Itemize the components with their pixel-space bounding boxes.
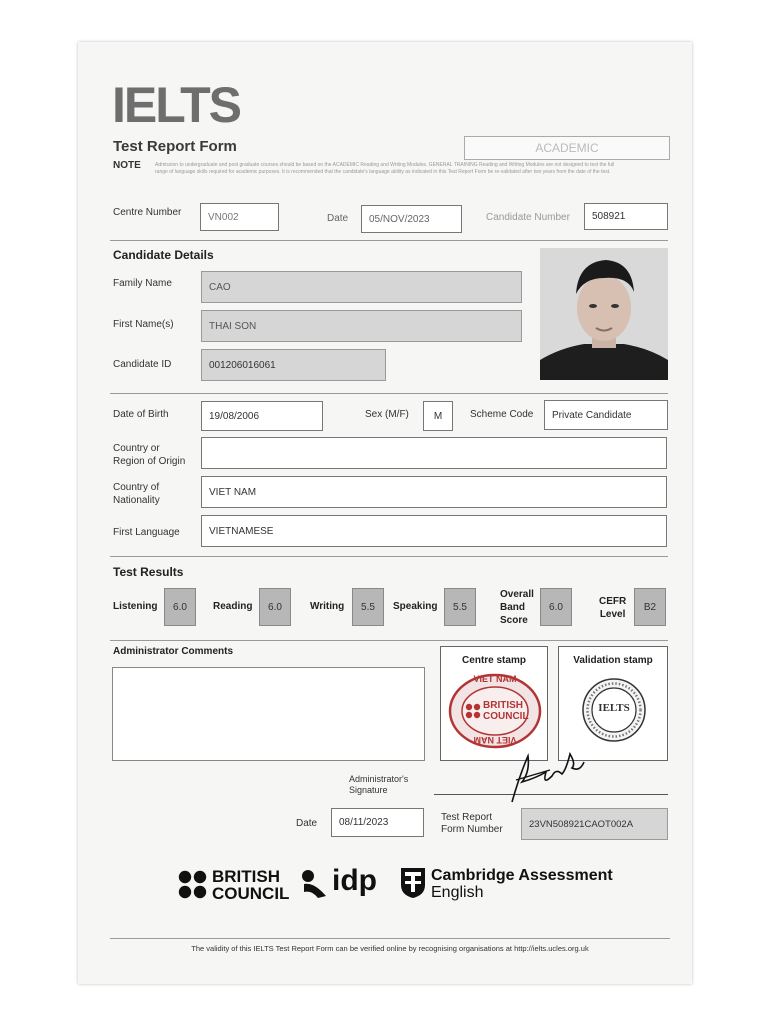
date-label: Date	[327, 213, 349, 224]
issue-date-label: Date	[296, 818, 318, 829]
bc-dots-icon	[178, 870, 208, 900]
writing-label: Writing	[310, 601, 345, 612]
note-text: Admission to undergraduate and post graduate courses should be based on the ACADEMIC Reading and Writing Modules. GENERAL TRAINING Reading and Writing Modules are not designed to test the full range of language skills required for academic purposes. It is recommended that the candidate's language ability as indicated in this Test Report Form be re-validated after two years from the date of the test.	[155, 162, 615, 175]
bc-line1: BRITISH	[212, 867, 280, 886]
stamp-bc-line1: BRITISH	[483, 700, 523, 711]
ielts-logo: IELTS	[112, 77, 240, 133]
stamp-bc-line2: COUNCIL	[483, 711, 529, 722]
stamp-bc-text	[483, 700, 529, 722]
validation-stamp-title: Validation stamp	[573, 655, 653, 666]
idp-mark-icon	[300, 868, 330, 900]
divider	[110, 556, 668, 557]
candidate-number-label: Candidate Number	[486, 212, 570, 223]
british-council-stamp	[447, 671, 543, 751]
signature	[506, 742, 586, 811]
dob-label: Date of Birth	[113, 409, 169, 420]
family-name-field: CAO	[201, 271, 522, 303]
reading-label: Reading	[213, 601, 253, 612]
idp-wordmark: idp	[332, 864, 377, 897]
origin-label-line2: Region of Origin	[113, 456, 186, 467]
test-results-title: Test Results	[113, 565, 184, 579]
admin-comments-box	[112, 667, 425, 761]
signature-label	[349, 774, 408, 796]
nationality-label-line2: Nationality	[113, 495, 160, 506]
centre-stamp-title: Centre stamp	[462, 655, 526, 666]
dob-field: 19/08/2006	[201, 401, 323, 431]
scheme-code-label: Scheme Code	[470, 409, 534, 420]
listening-score: 6.0	[164, 588, 196, 626]
signature-label-line1: Administrator's	[349, 774, 409, 784]
first-language-field: VIETNAMESE	[201, 515, 667, 547]
issue-date-field: 08/11/2023	[331, 808, 424, 837]
candidate-id-label: Candidate ID	[113, 359, 172, 370]
cam-line1: Cambridge Assessment	[431, 867, 613, 884]
listening-label: Listening	[113, 601, 158, 612]
candidate-details-title: Candidate Details	[113, 248, 214, 262]
nationality-label-line1: Country of	[113, 482, 160, 493]
overall-label-line1: Overall	[500, 589, 534, 600]
divider	[110, 938, 670, 939]
divider	[110, 240, 668, 241]
candidate-number-field: 508921	[584, 203, 668, 230]
form-title: Test Report Form	[113, 138, 237, 155]
cefr-label-line1: CEFR	[599, 596, 627, 607]
writing-score: 5.5	[352, 588, 384, 626]
footer-validity-text: The validity of this IELTS Test Report Form can be verified online by recognising organisations at http://ielts.ucles.org.uk	[191, 944, 589, 953]
admin-comments-title: Administrator Comments	[113, 646, 234, 657]
nationality-label	[113, 481, 160, 507]
cefr-level: B2	[634, 588, 666, 626]
candidate-id-field: 001206016061	[201, 349, 386, 381]
cefr-label	[599, 595, 626, 621]
reading-score: 6.0	[259, 588, 291, 626]
overall-label-line3: Score	[500, 615, 528, 626]
bc-wordmark	[212, 868, 289, 902]
candidate-photo	[540, 248, 668, 380]
trf-number-label	[441, 812, 503, 836]
signature-label-line2: Signature	[349, 785, 388, 795]
centre-number-label: Centre Number	[113, 207, 182, 218]
nationality-field: VIET NAM	[201, 476, 667, 508]
bc-line2: COUNCIL	[212, 884, 290, 903]
first-name-label: First Name(s)	[113, 319, 174, 330]
note-label: NOTE	[113, 160, 141, 171]
trf-number-label-line2: Form Number	[441, 824, 503, 835]
first-name-field: THAI SON	[201, 310, 522, 342]
family-name-label: Family Name	[113, 278, 172, 289]
seal-text: IELTS	[598, 702, 630, 714]
origin-label-line1: Country or	[113, 443, 160, 454]
overall-label-line2: Band	[500, 602, 525, 613]
cambridge-shield-icon	[400, 867, 426, 899]
centre-number-field: VN002	[200, 203, 279, 231]
report-form-sheet	[78, 42, 692, 984]
ielts-validation-seal	[581, 677, 647, 743]
overall-score: 6.0	[540, 588, 572, 626]
origin-label	[113, 442, 185, 468]
cambridge-wordmark	[431, 867, 613, 901]
module-box: ACADEMIC	[464, 136, 670, 160]
test-date-field: 05/NOV/2023	[361, 205, 462, 233]
origin-field	[201, 437, 667, 469]
trf-number-label-line1: Test Report	[441, 812, 493, 823]
sex-field: M	[423, 401, 453, 431]
speaking-label: Speaking	[393, 601, 438, 612]
speaking-score: 5.5	[444, 588, 476, 626]
first-language-label: First Language	[113, 527, 180, 538]
scheme-code-field: Private Candidate	[544, 400, 668, 430]
stamp-bottom-text: VIET NAM	[473, 735, 517, 745]
cam-line2: English	[431, 884, 484, 901]
divider	[110, 393, 668, 394]
cefr-label-line2: Level	[599, 609, 626, 620]
divider	[110, 640, 668, 641]
trf-number-field: 23VN508921CAOT002A	[521, 808, 668, 840]
overall-label	[500, 588, 534, 627]
sex-label: Sex (M/F)	[365, 409, 409, 420]
stamp-top-text: VIET NAM	[473, 674, 517, 684]
